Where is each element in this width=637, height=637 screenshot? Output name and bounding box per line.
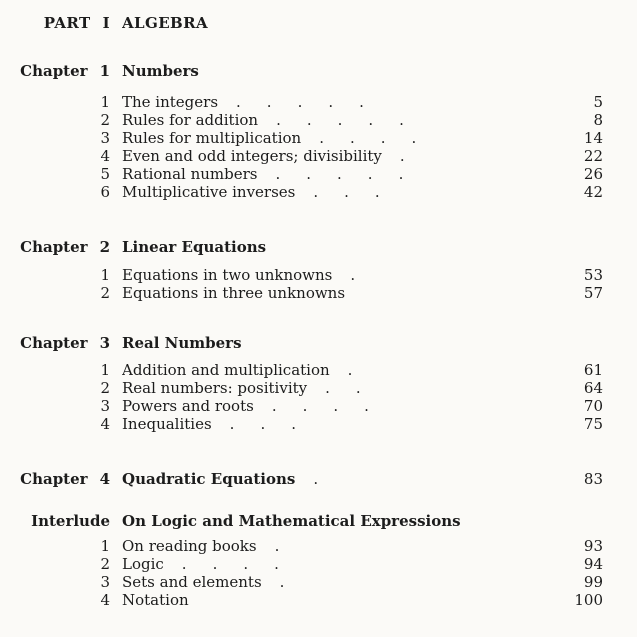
- entry-number-column: [0, 266, 110, 284]
- entry-number-column: [0, 93, 110, 111]
- entry-page-number: 61: [583, 361, 603, 379]
- entry-title-cell: [122, 361, 573, 379]
- part-title-cell: [122, 14, 603, 32]
- part-title: ALGEBRA: [122, 14, 209, 32]
- chapter-entries: [0, 537, 603, 609]
- entry-title-cell: [122, 537, 573, 555]
- entry-number-column: [0, 147, 110, 165]
- entry-page-number: 99: [583, 573, 603, 591]
- dot-leader: .: [313, 470, 345, 488]
- entry-title: Inequalities: [122, 415, 212, 433]
- entry-number-column: [0, 379, 110, 397]
- dot-leader: ..: [325, 379, 387, 397]
- part-heading: [0, 14, 603, 32]
- entry-title: Multiplicative inverses: [122, 183, 296, 201]
- entry-page-number: 22: [583, 147, 603, 165]
- chapter-title: On Logic and Mathematical Expressions: [122, 512, 461, 530]
- toc-entry: [0, 397, 603, 415]
- entry-title: Sets and elements: [122, 573, 262, 591]
- dot-leader: .....: [276, 111, 430, 129]
- entry-title: Even and odd integers; divisibility: [122, 147, 382, 165]
- chapter-heading: [0, 512, 603, 530]
- chapter-title: Real Numbers: [122, 334, 242, 352]
- entry-page-number: 57: [583, 284, 603, 302]
- toc-entry: [0, 93, 603, 111]
- entry-title: Equations in three unknowns: [122, 284, 346, 302]
- chapter-entries: [0, 93, 603, 201]
- entry-title: Rules for addition: [122, 111, 259, 129]
- chapter-number: 1: [99, 62, 110, 80]
- entry-number-column: [0, 361, 110, 379]
- chapter-heading: [0, 62, 603, 80]
- dot-leader: ....: [319, 129, 443, 147]
- entry-page-number: 14: [583, 129, 603, 147]
- chapter-label-column: [0, 334, 110, 352]
- dot-leader: ....: [181, 555, 305, 573]
- entry-title-cell: [122, 93, 573, 111]
- dot-leader: .: [279, 573, 311, 591]
- chapter-label: Chapter: [20, 238, 88, 256]
- entry-page-number: 64: [583, 379, 603, 397]
- chapter-title-cell: [122, 62, 573, 80]
- dot-leader: ...: [313, 183, 406, 201]
- chapter-title: Linear Equations: [122, 238, 267, 256]
- entry-number-column: [0, 284, 110, 302]
- entry-number: 1: [100, 361, 110, 379]
- chapter-label-column: [0, 512, 110, 530]
- chapter-title-cell: [122, 334, 573, 352]
- entry-number: 1: [100, 266, 110, 284]
- chapter-section: [0, 62, 603, 201]
- entry-number: 1: [100, 93, 110, 111]
- chapter-number: 3: [99, 334, 110, 352]
- chapter-label-column: [0, 62, 110, 80]
- toc-entry: [0, 573, 603, 591]
- chapter-title-cell: [122, 238, 573, 256]
- entry-number: 2: [100, 111, 110, 129]
- entry-number-column: [0, 129, 110, 147]
- entry-title: Addition and multiplication: [122, 361, 330, 379]
- entry-title-cell: [122, 555, 573, 573]
- chapter-title: Quadratic Equations: [122, 470, 296, 488]
- toc-entry: [0, 591, 603, 609]
- dot-leader: .....: [236, 93, 390, 111]
- chapter-title: Numbers: [122, 62, 199, 80]
- entry-number: 5: [100, 165, 110, 183]
- entry-title: Notation: [122, 591, 189, 609]
- entry-title-cell: [122, 379, 573, 397]
- entry-title: The integers: [122, 93, 219, 111]
- toc-sections: [0, 62, 603, 609]
- entry-page-number: 100: [574, 591, 603, 609]
- toc-entry: [0, 129, 603, 147]
- part-label: PART: [43, 14, 91, 32]
- entry-title: Rules for multiplication: [122, 129, 302, 147]
- entry-title-cell: [122, 165, 573, 183]
- entry-page-number: 75: [583, 415, 603, 433]
- entry-title-cell: [122, 415, 573, 433]
- entry-number: 2: [100, 555, 110, 573]
- chapter-heading: [0, 470, 603, 488]
- entry-page-number: 94: [583, 555, 603, 573]
- entry-number-column: [0, 415, 110, 433]
- entry-title-cell: [122, 129, 573, 147]
- chapter-title-cell: [122, 512, 573, 530]
- entry-page-number: 8: [593, 111, 603, 129]
- entry-title-cell: [122, 147, 573, 165]
- entry-title-cell: [122, 284, 573, 302]
- entry-number: 2: [100, 284, 110, 302]
- chapter-number: 2: [99, 238, 110, 256]
- entry-number: 4: [100, 591, 110, 609]
- entry-number: 6: [100, 183, 110, 201]
- entry-number: 3: [100, 397, 110, 415]
- dot-leader: .: [350, 266, 382, 284]
- dot-leader: ...: [229, 415, 322, 433]
- dot-leader: ....: [271, 397, 395, 415]
- entry-page-number: 42: [583, 183, 603, 201]
- chapter-heading: [0, 334, 603, 352]
- toc-entry: [0, 165, 603, 183]
- toc-entry: [0, 415, 603, 433]
- chapter-section: [0, 334, 603, 433]
- dot-leader: .: [274, 537, 306, 555]
- entry-title: Rational numbers: [122, 165, 258, 183]
- entry-title: Powers and roots: [122, 397, 254, 415]
- chapter-section: [0, 238, 603, 302]
- chapter-label: Chapter: [20, 334, 88, 352]
- entry-title-cell: [122, 591, 573, 609]
- entry-title-cell: [122, 111, 573, 129]
- entry-title-cell: [122, 573, 573, 591]
- entry-title-cell: [122, 397, 573, 415]
- entry-number-column: [0, 573, 110, 591]
- entry-page-number: 53: [583, 266, 603, 284]
- chapter-label: Interlude: [31, 512, 110, 530]
- toc-entry: [0, 361, 603, 379]
- chapter-section: [0, 512, 603, 609]
- entry-title: On reading books: [122, 537, 257, 555]
- chapter-label: Chapter: [20, 470, 88, 488]
- entry-number-column: [0, 165, 110, 183]
- chapter-label-column: [0, 470, 110, 488]
- part-number: I: [102, 14, 110, 32]
- toc-entry: [0, 266, 603, 284]
- entry-page-number: 93: [583, 537, 603, 555]
- chapter-entries: [0, 266, 603, 302]
- toc-entry: [0, 555, 603, 573]
- chapter-page-number: 83: [583, 470, 603, 488]
- entry-page-number: 26: [583, 165, 603, 183]
- entry-number: 4: [100, 147, 110, 165]
- toc-entry: [0, 284, 603, 302]
- entry-number: 3: [100, 573, 110, 591]
- entry-page-number: 5: [593, 93, 603, 111]
- dot-leader: .: [399, 147, 431, 165]
- entry-title-cell: [122, 183, 573, 201]
- chapter-number: 4: [99, 470, 110, 488]
- toc-entry: [0, 537, 603, 555]
- entry-number: 2: [100, 379, 110, 397]
- chapter-label: Chapter: [20, 62, 88, 80]
- entry-number-column: [0, 183, 110, 201]
- chapter-section: [0, 470, 603, 488]
- entry-title: Logic: [122, 555, 164, 573]
- entry-number: 1: [100, 537, 110, 555]
- chapter-entries: [0, 361, 603, 433]
- toc-entry: [0, 379, 603, 397]
- dot-leader: .: [347, 361, 379, 379]
- entry-number-column: [0, 111, 110, 129]
- entry-number-column: [0, 397, 110, 415]
- entry-title: Real numbers: positivity: [122, 379, 308, 397]
- chapter-title-cell: [122, 470, 573, 488]
- toc-entry: [0, 183, 603, 201]
- dot-leader: .....: [275, 165, 430, 183]
- part-label-column: [0, 14, 110, 32]
- entry-page-number: 70: [583, 397, 603, 415]
- entry-number: 4: [100, 415, 110, 433]
- toc-entry: [0, 111, 603, 129]
- entry-title: Equations in two unknowns: [122, 266, 333, 284]
- entry-number-column: [0, 537, 110, 555]
- toc-entry: [0, 147, 603, 165]
- entry-number-column: [0, 555, 110, 573]
- entry-number: 3: [100, 129, 110, 147]
- entry-title-cell: [122, 266, 573, 284]
- chapter-heading: [0, 238, 603, 256]
- entry-number-column: [0, 591, 110, 609]
- chapter-label-column: [0, 238, 110, 256]
